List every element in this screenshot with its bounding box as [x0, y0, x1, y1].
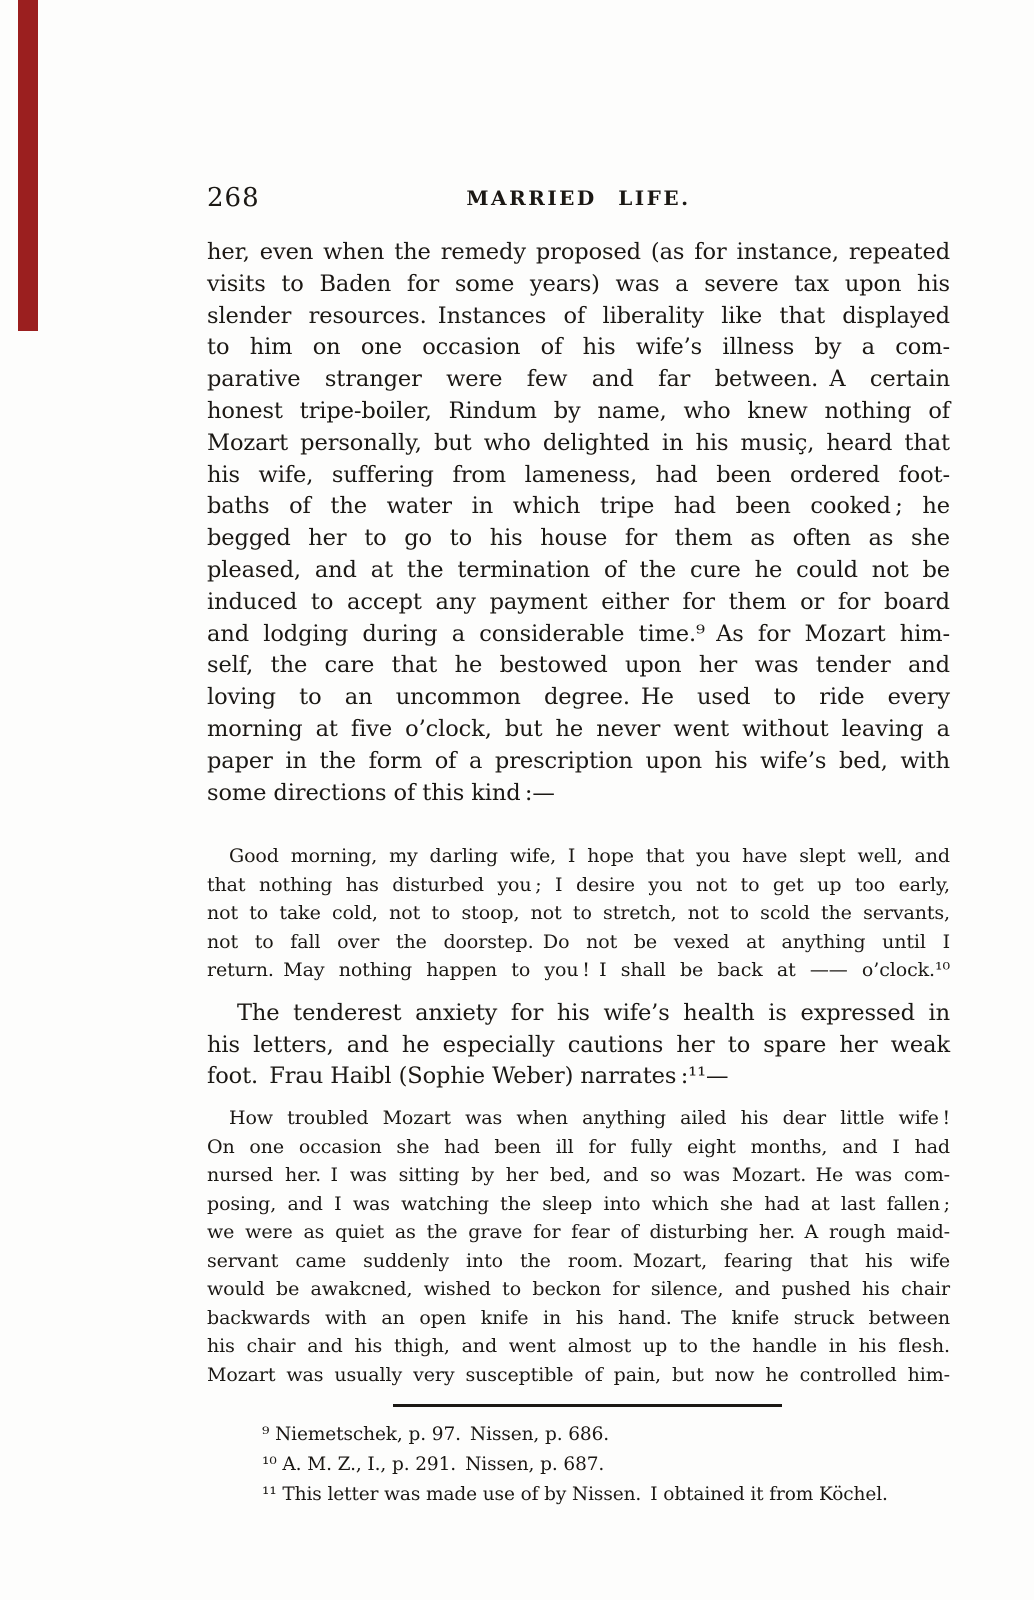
blockquote-prescription: [207, 842, 950, 985]
text-line: some directions of this kind :—: [207, 779, 555, 806]
text-line: not to fall over the doorstep. Do not be vexed at anything until I: [207, 930, 950, 953]
text-line: backwards with an open knife in his hand. The knife struck between: [207, 1306, 950, 1329]
text-line: his wife, suffering from lameness, had been ordered foot-: [207, 461, 950, 488]
text-line: How troubled Mozart was when anything ailed his dear little wife !: [229, 1107, 950, 1130]
text-line: would be awakcned, wished to beckon for silence, and pushed his chair: [207, 1278, 950, 1301]
footnotes: [207, 1420, 950, 1510]
text-line: Mozart personally, but who delighted in his musiç, heard that: [207, 429, 950, 456]
body-paragraph: [207, 998, 950, 1093]
footnote-line: ⁹ Niemetschek, p. 97. Nissen, p. 686.: [262, 1424, 610, 1446]
footnote-line: ¹¹ This letter was made use of by Nissen. I obtained it from Köchel.: [262, 1484, 888, 1506]
text-line: induced to accept any payment either for them or for board: [207, 588, 950, 615]
text-line: and lodging during a considerable time.⁹ As for Mozart him-: [207, 620, 950, 647]
text-line: morning at five o’clock, but he never went without leaving a: [207, 715, 950, 742]
text-line: we were as quiet as the grave for fear of disturbing her. A rough maid-: [207, 1221, 950, 1244]
text-line: foot. Frau Haibl (Sophie Weber) narrates :¹¹—: [207, 1063, 729, 1090]
text-line: The tenderest anxiety for his wife’s health is expressed in: [237, 999, 950, 1026]
text-line: not to take cold, not to stoop, not to stretch, not to scold the servants,: [207, 902, 950, 925]
page-header: [207, 183, 950, 217]
text-line: posing, and I was watching the sleep into which she had at last fallen ;: [207, 1192, 950, 1215]
text-line: servant came suddenly into the room. Mozart, fearing that his wife: [207, 1249, 950, 1272]
text-line: baths of the water in which tripe had been cooked ; he: [207, 493, 950, 520]
text-line: return. May nothing happen to you ! I shall be back at —— o’clock.¹⁰: [207, 959, 950, 982]
text-line: pleased, and at the termination of the cure he could not be: [207, 556, 950, 583]
text-line: self, the care that he bestowed upon her was tender and: [207, 652, 950, 679]
running-head: MARRIED LIFE.: [466, 186, 691, 210]
text-line: that nothing has disturbed you ; I desire you not to get up too early,: [207, 873, 950, 896]
blockquote-narrative: [207, 1104, 950, 1389]
text-line: nursed her. I was sitting by her bed, and so was Mozart. He was com-: [207, 1164, 950, 1187]
text-line: parative stranger were few and far between. A certain: [207, 366, 950, 393]
text-block: [207, 237, 950, 1510]
text-line: honest tripe-boiler, Rindum by name, who knew nothing of: [207, 397, 950, 424]
text-line: his chair and his thigh, and went almost up to the handle in his flesh.: [207, 1335, 950, 1358]
text-line: Good morning, my darling wife, I hope that you have slept well, and: [229, 845, 950, 868]
text-line: visits to Baden for some years) was a severe tax upon his: [207, 270, 950, 297]
left-margin-strip: [18, 0, 38, 331]
text-line: to him on one occasion of his wife’s illness by a com-: [207, 334, 950, 361]
text-line: begged her to go to his house for them as often as she: [207, 525, 950, 552]
body-paragraph: [207, 237, 950, 809]
footnote-line: ¹⁰ A. M. Z., I., p. 291. Nissen, p. 687.: [262, 1454, 605, 1476]
page-number: 268: [207, 183, 260, 213]
text-line: paper in the form of a prescription upon his wife’s bed, with: [207, 747, 950, 774]
text-line: her, even when the remedy proposed (as for instance, repeated: [207, 239, 950, 265]
text-line: his letters, and he especially cautions her to spare her weak: [207, 1031, 950, 1058]
text-line: loving to an uncommon degree. He used to ride every: [207, 684, 950, 711]
footnote-rule: [393, 1404, 782, 1407]
text-line: On one occasion she had been ill for fully eight months, and I had: [207, 1135, 950, 1158]
text-line: slender resources. Instances of liberality like that displayed: [207, 302, 950, 329]
text-line: Mozart was usually very susceptible of pain, but now he controlled him-: [207, 1363, 950, 1386]
